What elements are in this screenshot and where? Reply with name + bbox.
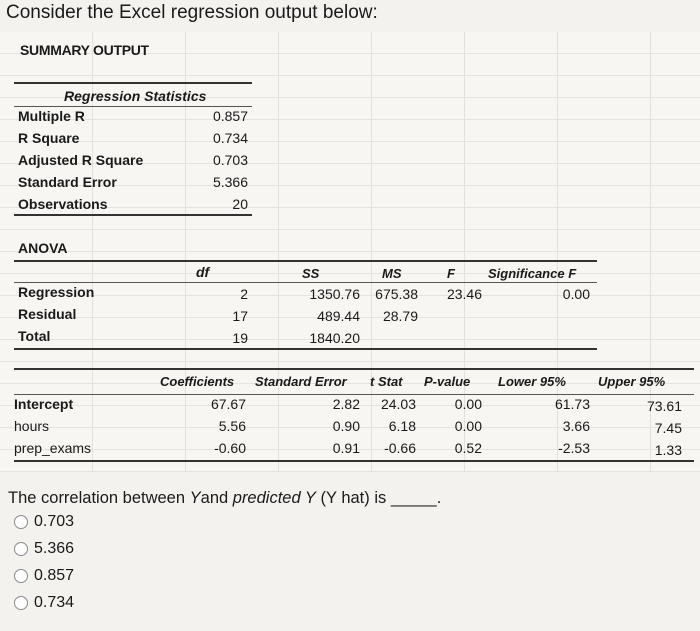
coef-bottom-rule [14,460,694,462]
radio-button[interactable] [14,569,28,583]
option-label: 5.366 [34,540,75,557]
mcq-q-y: Y [189,489,201,507]
coef-upper: 1.33 [654,442,682,458]
coef-header-rule [14,394,694,395]
regstats-value: 0.734 [212,130,248,146]
regstats-value: 0.857 [212,108,248,124]
coef-header-pvalue: P-value [424,374,471,389]
regstats-value: 0.703 [212,152,248,168]
anova-header-f: F [447,266,455,281]
regstats-bottom-rule [14,214,252,216]
anova-header-sigf: Significance F [488,266,577,281]
coef-upper: 73.61 [646,398,682,414]
mcq-option[interactable] [14,567,134,587]
regstats-top-rule [14,82,252,84]
coef-lower: 3.66 [562,418,590,434]
mcq-q-pred: predicted Y [232,489,316,507]
mcq-question [8,489,441,508]
coef-row-label: Intercept [14,396,74,412]
coef-se: 2.82 [332,396,360,412]
anova-bottom-rule [14,348,597,350]
question-prompt: Consider the Excel regression output below: [6,2,378,23]
mcq-option[interactable] [14,513,134,533]
radio-button[interactable] [14,542,28,556]
coef-header-upper: Upper 95% [598,374,666,389]
mcq-option[interactable] [14,594,134,614]
coef-header-lower: Lower 95% [498,374,566,389]
coef-row-label: hours [14,418,50,434]
coef-header-se: Standard Error [255,374,347,389]
anova-row-label: Residual [18,306,77,322]
anova-ss: 1350.76 [309,286,360,302]
anova-df: 19 [232,330,248,346]
coef-lower: -2.53 [558,440,590,456]
regstats-value: 5.366 [212,174,248,190]
coef-upper: 7.45 [654,420,682,436]
mcq-q-blank: _____. [390,489,442,507]
coef-value: 67.67 [210,396,246,412]
anova-ms: 28.79 [382,308,418,324]
anova-row-label: Total [18,328,51,344]
anova-f: 23.46 [446,286,482,302]
coef-tstat: 24.03 [380,396,416,412]
anova-ss: 489.44 [317,308,360,324]
anova-row-label: Regression [18,284,95,300]
mcq-q-part2: (Y hat) is [320,489,387,507]
coef-pvalue: 0.00 [454,396,482,412]
anova-df: 17 [232,308,248,324]
coef-lower: 61.73 [554,396,590,412]
mcq-q-part1: The correlation between [8,489,186,507]
coef-value: 5.56 [218,418,246,434]
regstats-label: Observations [18,196,108,212]
regstats-label: Adjusted R Square [18,152,144,168]
radio-button[interactable] [14,596,28,610]
anova-header-rule [14,282,597,283]
coef-se: 0.90 [332,418,360,434]
option-label: 0.857 [34,567,75,584]
regstats-label: Standard Error [18,174,117,190]
summary-title: SUMMARY OUTPUT [20,42,149,58]
coef-pvalue: 0.52 [454,440,482,456]
mcq-option[interactable] [14,540,134,560]
option-label: 0.703 [34,513,75,530]
anova-header-df: df [196,264,210,280]
coef-tstat: -0.66 [384,440,416,456]
coef-top-rule [14,368,694,370]
anova-ms: 675.38 [375,286,418,302]
anova-header-ss: SS [302,266,320,281]
regstats-label: R Square [18,130,80,146]
anova-sigf: 0.00 [562,286,590,302]
regstats-header: Regression Statistics [64,88,207,104]
spreadsheet-area [0,32,700,472]
option-label: 0.734 [34,594,75,611]
mcq-q-and: and [200,489,229,507]
coef-pvalue: 0.00 [454,418,482,434]
regstats-label: Multiple R [18,108,85,124]
anova-ss: 1840.20 [309,330,360,346]
anova-top-rule [14,260,597,262]
coef-row-label: prep_exams [14,440,92,456]
anova-title: ANOVA [18,240,68,256]
coef-se: 0.91 [332,440,360,456]
anova-df: 2 [240,286,248,302]
regstats-value: 20 [232,196,248,212]
anova-header-ms: MS [382,266,402,281]
coef-value: -0.60 [214,440,246,456]
coef-header-coefficients: Coefficients [160,374,235,389]
regstats-header-rule [14,106,252,107]
coef-tstat: 6.18 [388,418,416,434]
radio-button[interactable] [14,515,28,529]
coef-header-tstat: t Stat [370,374,403,389]
